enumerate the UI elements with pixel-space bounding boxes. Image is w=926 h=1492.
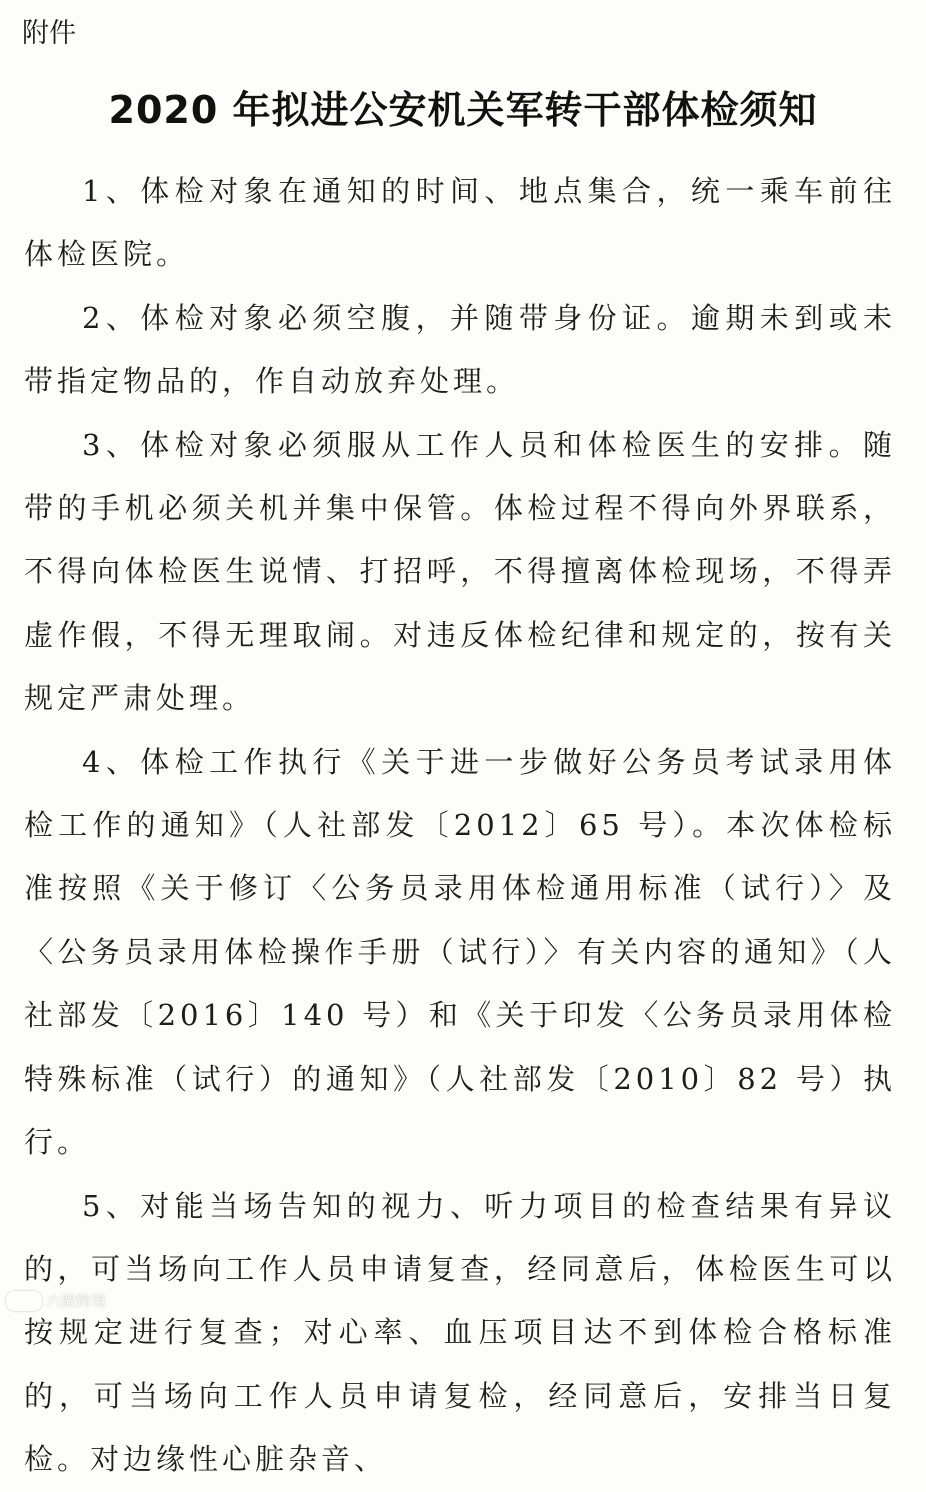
document-title: 2020 年拟进公安机关军转干部体检须知 (108, 88, 818, 132)
paragraph-1: 1、体检对象在通知的时间、地点集合，统一乘车前往体检医院。 (24, 174, 896, 272)
paragraph-3: 3、体检对象必须服从工作人员和体检医生的安排。随带的手机必须关机并集中保管。体检过程不得向外界联系，不得向体检医生说情、打招呼，不得擅离体检现场，不得弄虚作假，不得无理取闹。对违反体检纪律和规定的，按有关规定严肃处理。 (24, 427, 896, 716)
paragraph-4: 4、体检工作执行《关于进一步做好公务员考试录用体检工作的通知》（人社部发〔2012〕65 号）。本次体检标准按照《关于修订〈公务员录用体检通用标准（试行）〉及〈公务员录用体检操作手册（试行）〉有关内容的通知》（人社部发〔2016〕140 号）和《关于印发〈公务员录用体检特殊标准（试行）的通知》（人社部发〔2010〕82 号）执行。 (24, 744, 896, 1160)
attachment-label: 附件 (22, 18, 76, 49)
watermark (6, 1290, 106, 1311)
paragraph-5: 5、对能当场告知的视力、听力项目的检查结果有异议的，可当场向工作人员申请复查，经同意后，体检医生可以按规定进行复查；对心率、血压项目达不到体检合格标准的，可当场向工作人员申请复检，经同意后，安排当日复检。对边缘性心脏杂音、 (24, 1188, 896, 1477)
watermark-logo-icon (6, 1291, 42, 1311)
paragraph-2: 2、体检对象必须空腹，并随带身份证。逾期未到或未带指定物品的，作自动放弃处理。 (24, 300, 896, 399)
watermark-text: 六散跨境 (46, 1292, 107, 1310)
document-body (24, 160, 896, 1492)
